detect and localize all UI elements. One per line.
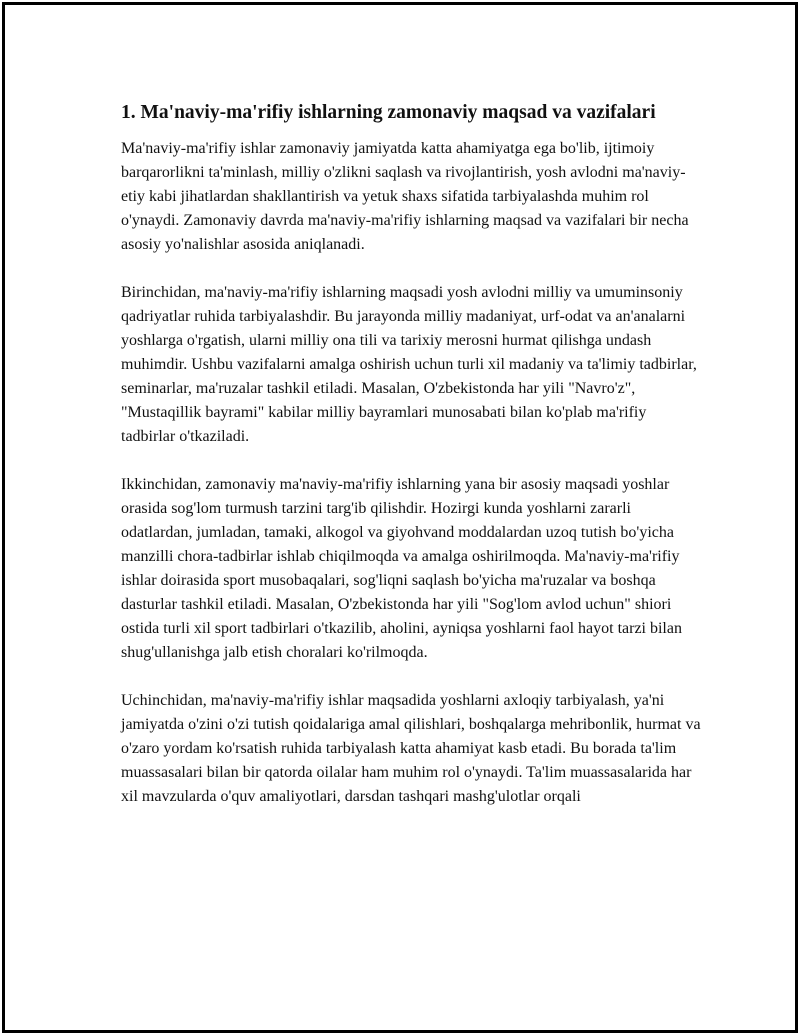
paragraph-first-point: Birinchidan, ma'naviy-ma'rifiy ishlarning maqsadi yosh avlodni milliy va umuminsoniy qadriyatlar ruhida tarbiyalashdir. Bu jarayonda milliy madaniyat, urf-odat va an'analarni yoshlarga o'rgatish, ularni milliy ona tili va tarixiy merosni hurmat qilishga undash muhimdir. Ushbu vazifalarni amalga oshirish uchun turli xil madaniy va ta'limiy tadbirlar, seminarlar, ma'ruzalar tashkil etiladi. Masalan, O'zbekistonda har yili "Navro'z", "Mustaqillik bayrami" kabilar milliy bayramlari munosabati bilan ko'plab ma'rifiy tadbirlar o'tkaziladi. bbox=[121, 284, 697, 445]
section-heading: 1. Ma'naviy-ma'rifiy ishlarning zamonaviy maqsad va vazifalari bbox=[121, 102, 656, 123]
paragraph-third-point: Uchinchidan, ma'naviy-ma'rifiy ishlar maqsadida yoshlarni axloqiy tarbiyalash, ya'ni jamiyatda o'zini o'zi tutish qoidalariga amal qilishlari, boshqalarga mehribonlik, hurmat va o'zaro yordam ko'rsatish ruhida tarbiyalash katta ahamiyat kasb etadi. Bu borada ta'lim muassasalari bilan bir qatorda oilalar ham muhim rol o'ynaydi. Ta'lim muassasalarida har xil mavzularda o'quv amaliyotlari, darsdan tashqari mashg'ulotlar orqali bbox=[121, 692, 701, 805]
paragraph-introduction: Ma'naviy-ma'rifiy ishlar zamonaviy jamiyatda katta ahamiyatga ega bo'lib, ijtimoiy barqarorlikni ta'minlash, milliy o'zlikni saqlash va rivojlantirish, yosh avlodni ma'naviy-etiy kabi jihatlardan shakllantirish va yetuk shaxs sifatida tarbiyalashda muhim rol o'ynaydi. Zamonaviy davrda ma'naviy-ma'rifiy ishlarning maqsad va vazifalari bir necha asosiy yo'nalishlar asosida aniqlanadi. bbox=[121, 140, 689, 253]
document-body bbox=[121, 99, 701, 833]
paragraph-second-point: Ikkinchidan, zamonaviy ma'naviy-ma'rifiy ishlarning yana bir asosiy maqsadi yoshlar orasida sog'lom turmush tarzini targ'ib qilishdir. Hozirgi kunda yoshlarni zararli odatlardan, jumladan, tamaki, alkogol va giyohvand moddalardan uzoq tutish bo'yicha manzilli chora-tadbirlar ishlab chiqilmoqda va amalga oshirilmoqda. Ma'naviy-ma'rifiy ishlar doirasida sport musobaqalari, sog'liqni saqlash bo'yicha ma'ruzalar va boshqa dasturlar tashkil etiladi. Masalan, O'zbekistonda har yili "Sog'lom avlod uchun" shiori ostida turli xil sport tadbirlari o'tkazilib, aholini, ayniqsa yoshlarni faol hayot tarzi bilan shug'ullanishga jalb etish choralari ko'rilmoqda. bbox=[121, 476, 682, 661]
page-frame bbox=[2, 2, 798, 1033]
